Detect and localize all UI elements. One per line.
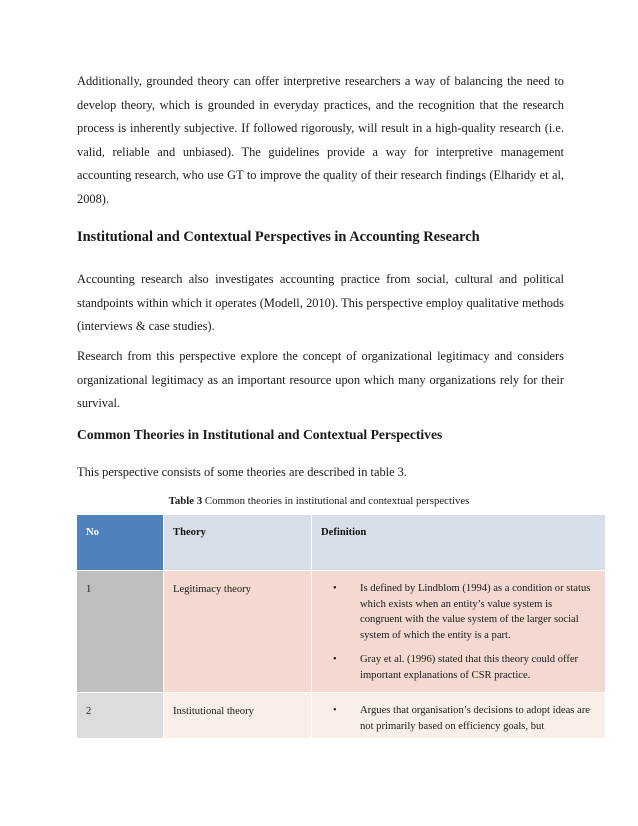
table-header-row xyxy=(77,515,606,571)
paragraph-table-intro: This perspective consists of some theories are described in table 3. xyxy=(77,465,407,479)
table-row xyxy=(77,693,606,739)
header-definition: Definition xyxy=(312,515,606,571)
definition-bullet xyxy=(312,581,597,643)
bullet-icon: • xyxy=(333,583,337,594)
header-theory: Theory xyxy=(164,515,312,571)
definition-bullet xyxy=(312,703,597,734)
paragraph-grounded-theory: Additionally, grounded theory can offer interpretive researchers a way of balancing the need to develop theory, which is grounded in everyday practices, and the recognition that the research process is inherently subjective. If followed rigorously, will result in a high-quality research (i.e. valid, reliable and unbiased). The guidelines provide a way for interpretive management accounting research, who use GT to improve the quality of their research findings (Elharidy et al, 2008). xyxy=(77,74,564,206)
cell-no: 1 xyxy=(77,571,164,693)
theories-table xyxy=(76,514,606,739)
definition-bullet xyxy=(312,652,597,683)
definition-text: Argues that organisation’s decisions to adopt ideas are not primarily based on efficiency goals, but xyxy=(360,705,590,732)
definition-text: Is defined by Lindblom (1994) as a condition or status which exists when an entity’s value system is congruent with the value system of the larger social system of which the entity is a part. xyxy=(360,583,591,641)
table-caption-label: Table 3 xyxy=(168,495,203,507)
table-caption-text: Common theories in institutional and contextual perspectives xyxy=(202,495,470,507)
cell-no: 2 xyxy=(77,693,164,739)
cell-definition xyxy=(312,571,606,693)
paragraph-accounting-research: Accounting research also investigates accounting practice from social, cultural and political standpoints within which it operates (Modell, 2010). This perspective employ qualitative methods (interviews & case studies). xyxy=(77,272,564,333)
header-no: No xyxy=(77,515,164,571)
section-heading-common-theories: Common Theories in Institutional and Contextual Perspectives xyxy=(77,427,443,442)
bullet-icon: • xyxy=(333,705,337,716)
table-row xyxy=(77,571,606,693)
bullet-icon: • xyxy=(333,654,337,665)
definition-text: Gray et al. (1996) stated that this theory could offer important explanations of CSR practice. xyxy=(360,654,579,681)
cell-definition xyxy=(312,693,606,739)
cell-theory: Institutional theory xyxy=(164,693,312,739)
paragraph-legitimacy: Research from this perspective explore the concept of organizational legitimacy and considers organizational legitimacy as an important resource upon which many organizations rely for their survival. xyxy=(77,349,564,410)
section-heading-institutional: Institutional and Contextual Perspectives in Accounting Research xyxy=(77,229,480,245)
table-caption xyxy=(0,494,638,508)
cell-theory: Legitimacy theory xyxy=(164,571,312,693)
